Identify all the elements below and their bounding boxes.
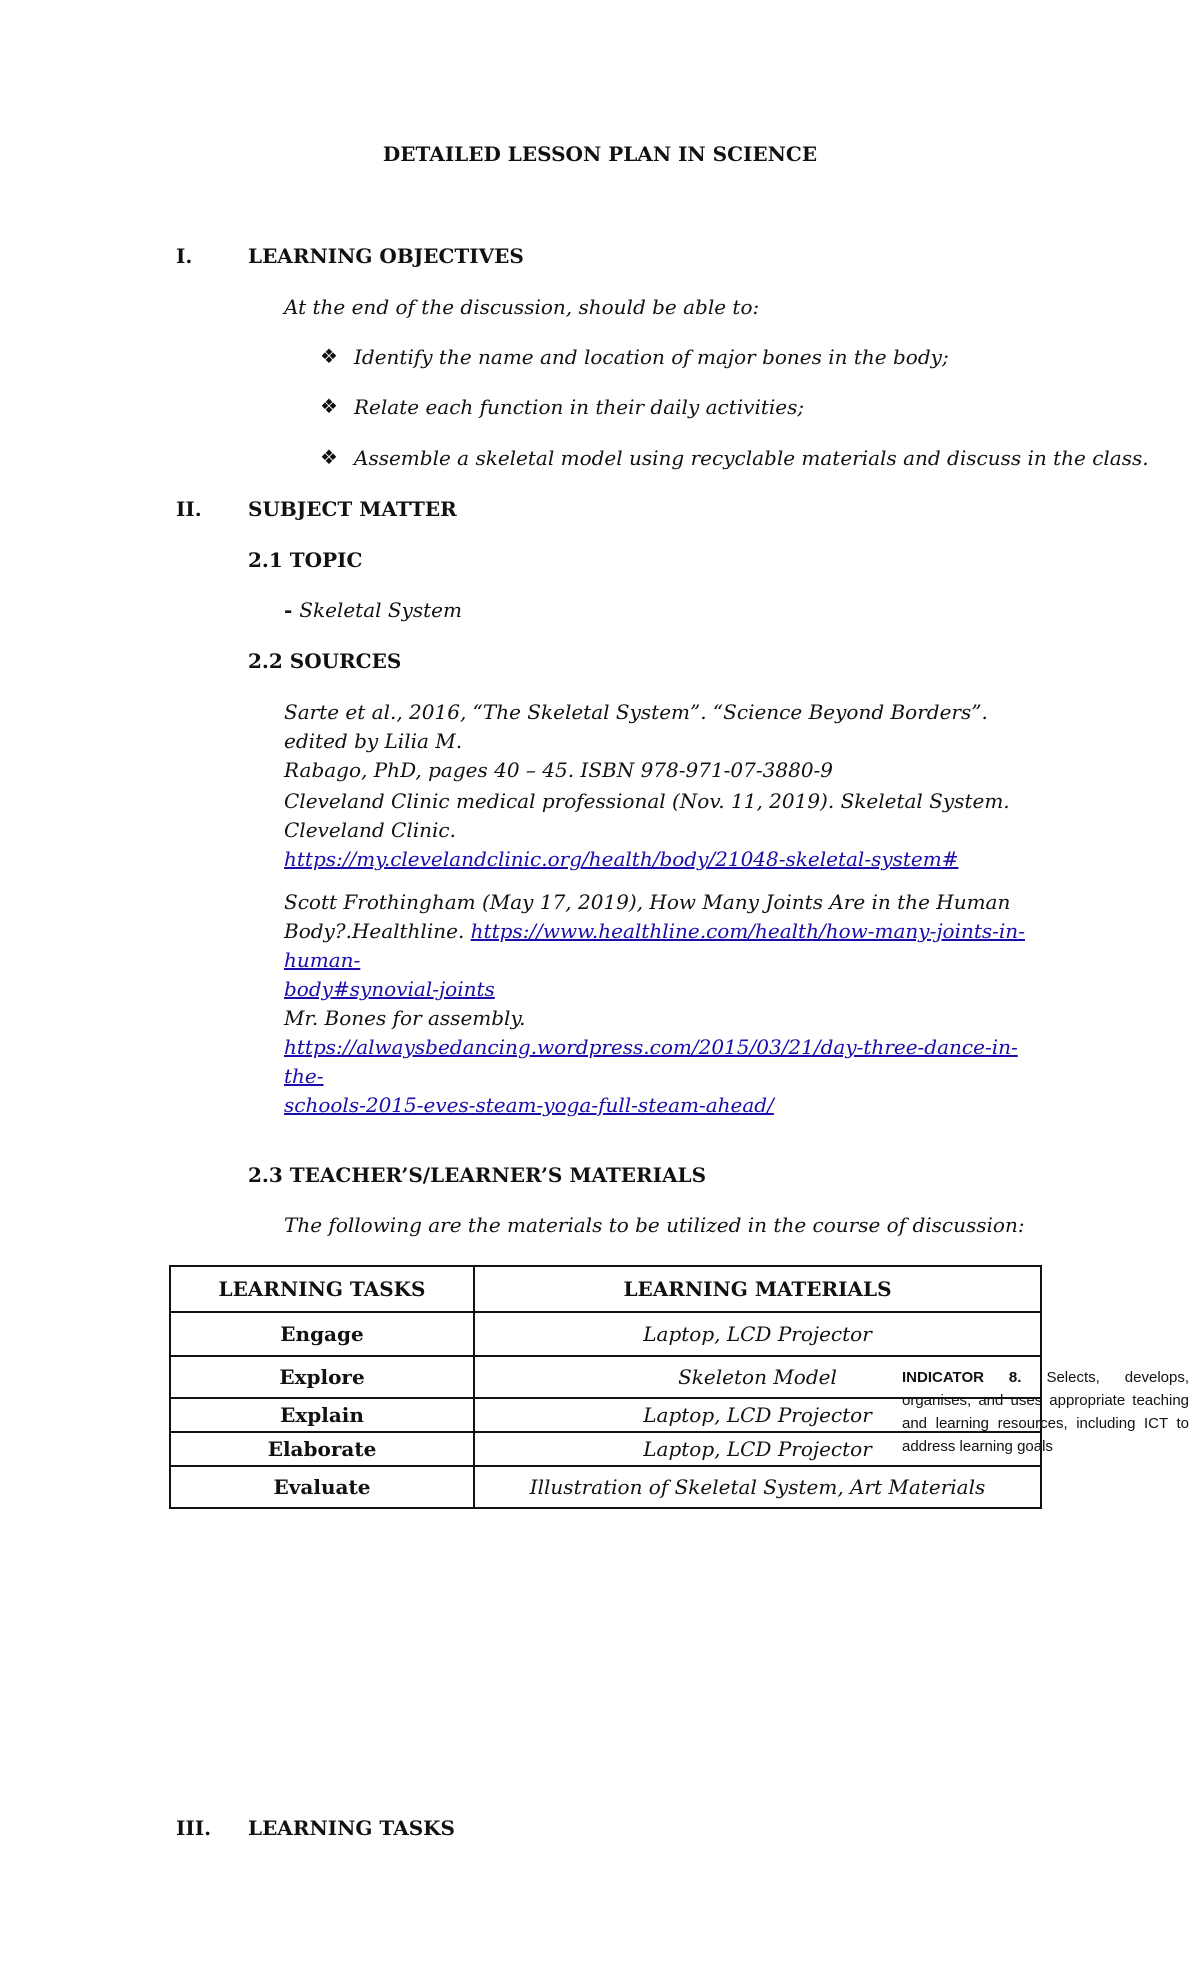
table-header-cell: LEARNING MATERIALS: [474, 1266, 1041, 1312]
task-cell: Evaluate: [170, 1466, 474, 1508]
source-4-link-cont[interactable]: schools-2015-eves-steam-yoga-full-steam-ahead/: [284, 1093, 774, 1117]
task-cell: Explain: [170, 1398, 474, 1432]
source-entry-4: [284, 1004, 1044, 1120]
section-heading-subject-matter: SUBJECT MATTER: [248, 497, 457, 521]
table-header-row: [170, 1266, 1041, 1312]
material-cell: Laptop, LCD Projector: [474, 1398, 1041, 1432]
topic-value: [284, 598, 462, 622]
source-2-text: Cleveland Clinic medical professional (Nov. 11, 2019). Skeletal System. Cleveland Clinic.: [284, 789, 1010, 842]
source-1-line-2: Rabago, PhD, pages 40 – 45. ISBN 978-971-07-3880-9: [284, 758, 834, 782]
topic-text: Skeletal System: [299, 598, 462, 622]
table-row: [170, 1466, 1041, 1508]
source-entry-3: [284, 888, 1044, 1004]
source-4-link[interactable]: https://alwaysbedancing.wordpress.com/2015/03/21/day-three-dance-in-the-: [284, 1035, 1018, 1088]
section-number-3: III.: [176, 1816, 212, 1840]
materials-heading: 2.3 TEACHER’S/LEARNER’S MATERIALS: [248, 1163, 707, 1187]
section-heading-learning-objectives: LEARNING OBJECTIVES: [248, 244, 524, 268]
material-cell: Illustration of Skeletal System, Art Materials: [474, 1466, 1041, 1508]
diamond-bullet-icon: ❖: [320, 445, 338, 469]
section-number-2: II.: [176, 497, 202, 521]
source-3-link[interactable]: https://www.healthline.com/health/how-many-joints-in-human-: [284, 919, 1025, 972]
source-3-line-1: Scott Frothingham (May 17, 2019), How Many Joints Are in the Human: [284, 890, 1011, 914]
objective-item: Assemble a skeletal model using recyclable materials and discuss in the class.: [354, 446, 1149, 470]
source-4-text: Mr. Bones for assembly.: [284, 1006, 526, 1030]
task-cell: Engage: [170, 1312, 474, 1356]
diamond-bullet-icon: ❖: [320, 344, 338, 368]
indicator-label: INDICATOR 8.: [902, 1369, 1022, 1386]
source-entry-1: [284, 698, 1044, 785]
material-cell: Laptop, LCD Projector: [474, 1312, 1041, 1356]
source-2-link[interactable]: https://my.clevelandclinic.org/health/body/21048-skeletal-system#: [284, 847, 959, 871]
source-entry-2: [284, 787, 1044, 874]
diamond-bullet-icon: ❖: [320, 394, 338, 418]
topic-dash: -: [284, 598, 300, 622]
objective-item: Relate each function in their daily activities;: [354, 395, 805, 419]
materials-intro: The following are the materials to be utilized in the course of discussion:: [284, 1213, 1025, 1237]
material-cell: Laptop, LCD Projector: [474, 1432, 1041, 1466]
task-cell: Explore: [170, 1356, 474, 1398]
sources-heading: 2.2 SOURCES: [248, 649, 402, 673]
section-heading-learning-tasks: LEARNING TASKS: [248, 1816, 455, 1840]
page-title: DETAILED LESSON PLAN IN SCIENCE: [382, 142, 818, 166]
objective-item: Identify the name and location of major bones in the body;: [354, 345, 949, 369]
task-cell: Elaborate: [170, 1432, 474, 1466]
indicator-note: [902, 1366, 1189, 1458]
source-1-line-1: Sarte et al., 2016, “The Skeletal System”. “Science Beyond Borders”. edited by Lilia M.: [284, 700, 988, 753]
table-header-cell: LEARNING TASKS: [170, 1266, 474, 1312]
table-row: [170, 1312, 1041, 1356]
section-number-1: I.: [176, 244, 193, 268]
source-3-link-cont[interactable]: body#synovial-joints: [284, 977, 495, 1001]
topic-heading: 2.1 TOPIC: [248, 548, 363, 572]
material-cell: Skeleton Model: [474, 1356, 1041, 1398]
indicator-text: Selects, develops, organises, and uses appropriate teaching and learning resources, including ICT to address learning goals: [902, 1369, 1190, 1455]
source-3-prefix: Body?.Healthline.: [284, 919, 471, 943]
objectives-intro: At the end of the discussion, should be able to:: [284, 295, 760, 319]
